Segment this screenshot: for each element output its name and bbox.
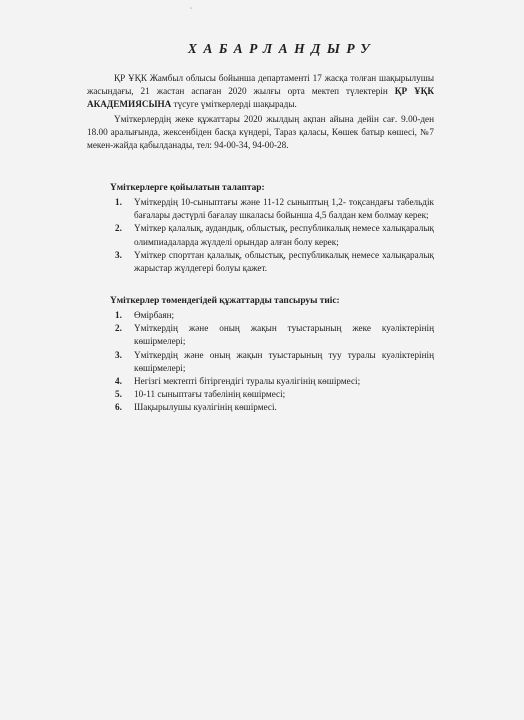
item-number: 5. (115, 389, 122, 400)
documents-info-text: Үміткерлердің жеке құжаттары 2020 жылдың ақпан айына дейін сағ. 9.00-ден 18.00 аралығында, жексенбіден басқа күндері, Тараз қаласы, Көшек батыр көшесі, №7 мекен-жайда қабылданады, тел: 94-00-34, 94-00-28. (87, 114, 434, 151)
item-text: Үміткердің және оның жақын туыстарының жеке куәліктерінің көшірмелері; (134, 323, 434, 347)
documents-list (109, 309, 434, 415)
item-text: 10-11 сыныптағы табелінің көшірмесі; (134, 389, 286, 400)
documents-info-paragraph (87, 113, 434, 153)
item-text: Шақырылушы куәлігінің көшірмесі. (134, 402, 277, 413)
item-number: 1. (115, 197, 122, 207)
item-number: 2. (115, 323, 122, 334)
item-text: Үміткер спорттан қалалық, облыстық, республикалық немесе халықаралық жарыстар жүлдегері болуы қажет. (134, 249, 434, 274)
item-number: 1. (115, 310, 122, 320)
scan-mark: ˇ (190, 8, 192, 14)
intro-text: ҚР ҰҚК Жамбыл облысы бойынша департаменті 17 жасқа толған шақырылушы жасындағы, 21 жастан аспаған 2020 жылғы орта мектеп түлектерін (87, 73, 434, 97)
item-number: 6. (115, 402, 122, 413)
item-number: 3. (115, 249, 122, 260)
item-text: Өмірбаян; (134, 310, 175, 320)
intro-paragraph (87, 72, 434, 112)
list-item (109, 196, 434, 222)
item-number: 3. (115, 349, 122, 360)
item-text: Үміткердің және оның жақын туыстарының туу туралы куәліктерінің көшірмелері; (134, 349, 434, 373)
item-text: Үміткердің 10-сыныптағы және 11-12 сыныптың 1,2- тоқсандағы табельдік бағалары дәстүрлі бағалау шкаласы бойынша 4,5 балдан кем болмау керек; (134, 197, 434, 221)
list-item (109, 249, 434, 275)
documents-heading: Үміткерлер төмендегідей құжаттарды тапсыруы тиіс: (110, 296, 340, 306)
intro-text-end: түсуге үміткерлерді шақырады. (173, 99, 297, 110)
academy-name: ҚР ҰҚК АКАДЕМИЯСЫНА (87, 86, 435, 110)
item-number: 4. (115, 376, 122, 387)
item-text: Үміткер қалалық, аудандық, облыстық, республикалық немесе халықаралық олимпиадаларда жүлделі орындар алған болу керек; (134, 223, 434, 247)
list-item (109, 322, 434, 348)
list-item (109, 375, 434, 388)
requirements-list (109, 196, 434, 275)
list-item (109, 222, 434, 248)
item-number: 2. (115, 223, 122, 234)
list-item (109, 388, 434, 401)
page-title: ХАБАРЛАНДЫРУ (187, 41, 377, 56)
list-item (109, 349, 434, 375)
list-item (109, 309, 434, 322)
list-item (109, 401, 434, 414)
requirements-heading: Үміткерлерге қойылатын талаптар: (110, 183, 265, 193)
item-text: Негізгі мектепті бітіргендігі туралы куәлігінің көшірмесі; (134, 376, 361, 387)
